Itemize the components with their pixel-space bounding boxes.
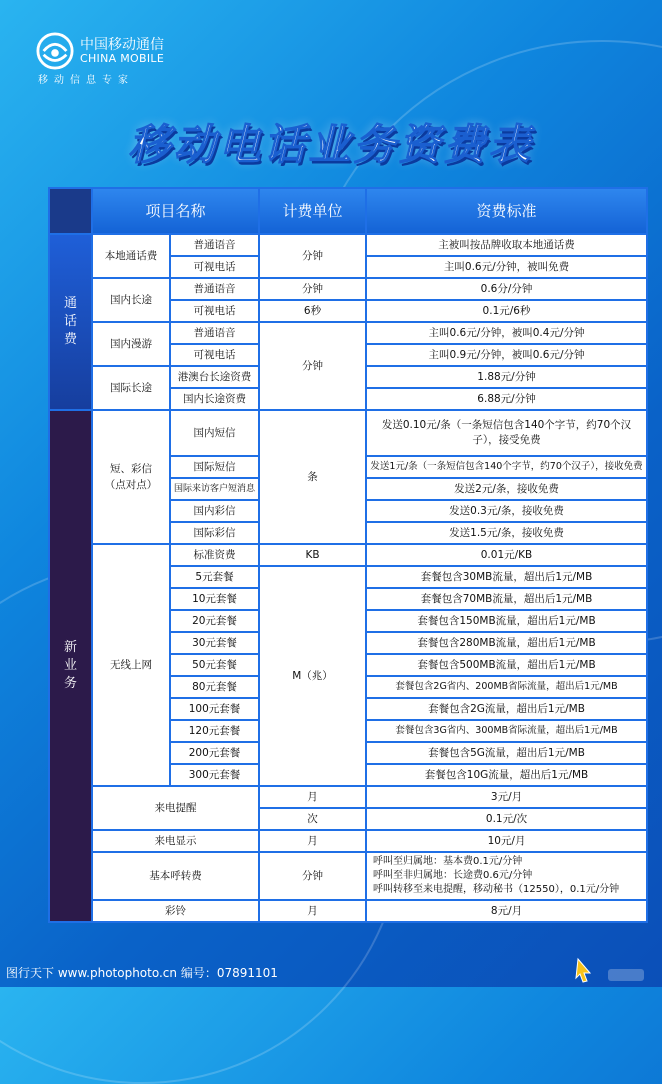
category-call-label: 通 话 费 <box>63 296 77 347</box>
header-item: 项目名称 <box>92 188 259 234</box>
price-cell: 发送1.5元/条，接收免费 <box>366 522 647 544</box>
price-cell: 发送0.10元/条（一条短信包含140个字节，约70个汉子），接受免费 <box>366 410 647 456</box>
table-cell: 普通语音 <box>170 322 259 344</box>
table-cell: 普通语音 <box>170 234 259 256</box>
table-cell: 国内彩信 <box>170 500 259 522</box>
category-call <box>49 234 92 410</box>
table-cell: 80元套餐 <box>170 676 259 698</box>
price-cell: 套餐包含280MB流量，超出后1元/MB <box>366 632 647 654</box>
item-callerid: 来电提醒 <box>92 786 259 830</box>
price-cell: 0.1元/6秒 <box>366 300 647 322</box>
price-cell: 主叫0.6元/分钟，被叫0.4元/分钟 <box>366 322 647 344</box>
price-cell: 套餐包含70MB流量，超出后1元/MB <box>366 588 647 610</box>
page-title: 移动电话业务资费表 <box>128 120 534 169</box>
price-cell: 10元/月 <box>366 830 647 852</box>
price-cell: 套餐包含500MB流量，超出后1元/MB <box>366 654 647 676</box>
header-unit: 计费单位 <box>259 188 366 234</box>
price-cell-forward <box>366 852 647 900</box>
price-cell: 发送1元/条（一条短信包含140个字节，约70个汉子），接收免费 <box>366 456 647 478</box>
table-cell: 30元套餐 <box>170 632 259 654</box>
table-cell: 20元套餐 <box>170 610 259 632</box>
price-cell: 3元/月 <box>366 786 647 808</box>
brand-tagline: 移动信息专家 <box>38 75 134 86</box>
unit-cell: 6秒 <box>259 300 366 322</box>
group-roaming: 国内漫游 <box>92 322 170 366</box>
price-cell: 主叫0.9元/分钟，被叫0.6元/分钟 <box>366 344 647 366</box>
forward-line: 呼叫至归属地：基本费0.1元/分钟 <box>373 856 523 867</box>
item-forward: 基本呼转费 <box>92 852 259 900</box>
category-newservice <box>49 410 92 922</box>
price-cell: 0.01元/KB <box>366 544 647 566</box>
table-cell: 50元套餐 <box>170 654 259 676</box>
price-cell: 主被叫按品牌收取本地通话费 <box>366 234 647 256</box>
group-data: 无线上网 <box>92 544 170 786</box>
table-cell: 国内长途资费 <box>170 388 259 410</box>
price-cell: 0.6分/分钟 <box>366 278 647 300</box>
price-cell: 6.88元/分钟 <box>366 388 647 410</box>
table-cell: 100元套餐 <box>170 698 259 720</box>
table-cell: 300元套餐 <box>170 764 259 786</box>
price-cell: 主叫0.6元/分钟，被叫免费 <box>366 256 647 278</box>
logo-mark-icon <box>36 32 74 70</box>
table-cell: 120元套餐 <box>170 720 259 742</box>
group-local: 本地通话费 <box>92 234 170 278</box>
group-international: 国际长途 <box>92 366 170 410</box>
unit-cell: 月 <box>259 786 366 808</box>
table-cell: 可视电话 <box>170 300 259 322</box>
table-cell: 200元套餐 <box>170 742 259 764</box>
header-corner <box>49 188 92 234</box>
category-newservice-label: 新 业 务 <box>63 640 77 691</box>
price-cell: 套餐包含10G流量，超出后1元/MB <box>366 764 647 786</box>
unit-cell: M（兆） <box>259 566 366 786</box>
table-cell: 可视电话 <box>170 256 259 278</box>
unit-cell: 分钟 <box>259 322 366 410</box>
table-cell: 港澳台长途资费 <box>170 366 259 388</box>
price-cell: 1.88元/分钟 <box>366 366 647 388</box>
forward-line: 呼叫转移至来电提醒，移动秘书（12550），0.1元/分钟 <box>373 884 620 895</box>
price-cell: 套餐包含2G流量，超出后1元/MB <box>366 698 647 720</box>
price-cell: 套餐包含2G省内、200MB省际流量，超出后1元/MB <box>366 676 647 698</box>
unit-cell: 条 <box>259 410 366 544</box>
unit-cell: 月 <box>259 830 366 852</box>
price-cell: 套餐包含30MB流量，超出后1元/MB <box>366 566 647 588</box>
price-cell: 发送0.3元/条，接收免费 <box>366 500 647 522</box>
brand-cn: 中国移动通信 <box>80 37 164 53</box>
price-cell: 套餐包含3G省内、300MB省际流量，超出后1元/MB <box>366 720 647 742</box>
unit-cell: 分钟 <box>259 278 366 300</box>
table-cell: 国内短信 <box>170 410 259 456</box>
footer-watermark: 图行天下 www.photophoto.cn 编号：07891101 <box>6 966 278 980</box>
table-cell: 标准资费 <box>170 544 259 566</box>
unit-cell: 分钟 <box>259 234 366 278</box>
price-cell: 8元/月 <box>366 900 647 922</box>
table-cell: 国际彩信 <box>170 522 259 544</box>
table-cell: 国际短信 <box>170 456 259 478</box>
price-cell: 0.1元/次 <box>366 808 647 830</box>
cursor-deco-icon <box>568 955 648 983</box>
tariff-table <box>48 187 648 923</box>
unit-cell: KB <box>259 544 366 566</box>
forward-line: 呼叫至非归属地：长途费0.6元/分钟 <box>373 870 533 881</box>
price-cell: 套餐包含5G流量，超出后1元/MB <box>366 742 647 764</box>
price-cell: 套餐包含150MB流量，超出后1元/MB <box>366 610 647 632</box>
table-cell: 国际来访客户短消息 <box>170 478 259 500</box>
table-cell: 5元套餐 <box>170 566 259 588</box>
item-ringtone: 彩铃 <box>92 900 259 922</box>
unit-cell: 次 <box>259 808 366 830</box>
table-cell: 可视电话 <box>170 344 259 366</box>
brand-en: CHINA MOBILE <box>80 52 165 65</box>
item-display: 来电显示 <box>92 830 259 852</box>
price-cell: 发送2元/条，接收免费 <box>366 478 647 500</box>
china-mobile-logo <box>36 32 164 70</box>
unit-cell: 分钟 <box>259 852 366 900</box>
header-price: 资费标准 <box>366 188 647 234</box>
group-longdistance: 国内长途 <box>92 278 170 322</box>
table-cell: 10元套餐 <box>170 588 259 610</box>
unit-cell: 月 <box>259 900 366 922</box>
group-sms: 短、彩信 （点对点） <box>92 410 170 544</box>
table-cell: 普通语音 <box>170 278 259 300</box>
